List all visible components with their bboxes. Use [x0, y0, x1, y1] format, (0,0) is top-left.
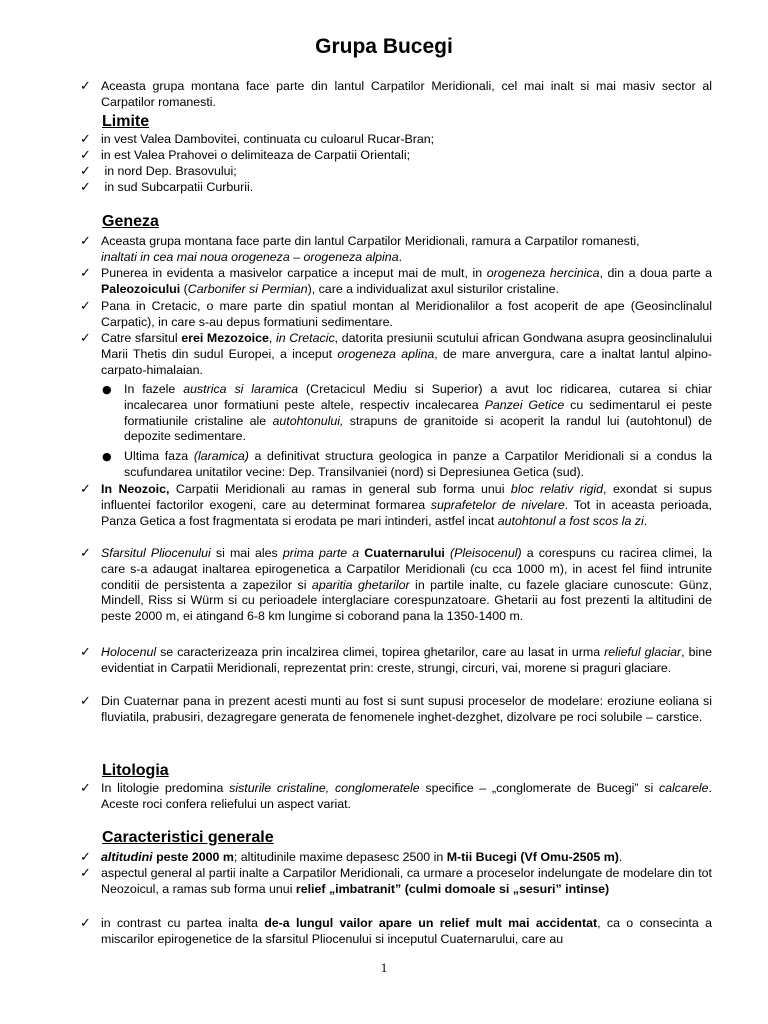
geneza-item	[80, 546, 712, 625]
section-heading-limite: Limite	[102, 113, 150, 130]
geneza-item	[80, 645, 712, 677]
intro-item	[80, 79, 712, 111]
geneza-item-text: Holocenul se caracterizeaza prin incalzirea climei, topirea ghetarilor, care au lasat in urma relieful glaciar, bine evidentiat in Carpatii Meridionali, reprezentat prin: creste, strungi, circuri, vai, morene si praguri glaciare.	[101, 645, 713, 675]
checkmark-icon: ✓	[80, 266, 91, 281]
caracteristici-item	[80, 850, 712, 866]
checkmark-icon: ✓	[80, 164, 91, 179]
checkmark-icon: ✓	[80, 850, 91, 865]
limite-item-text: in vest Valea Dambovitei, continuata cu culoarul Rucar-Bran;	[101, 132, 435, 146]
bullet-icon: ●	[102, 383, 112, 396]
checkmark-icon: ✓	[80, 331, 91, 346]
caracteristici-item-text: aspectul general al partii inalte a Carpatilor Meridionali, ca urmare a proceselor indelungate de modelare din tot Neozoicul, a ramas sub forma unui relief „imbatranit” (culmi domoale si „sesuri” intinse)	[101, 866, 712, 896]
geneza-item-text: Sfarsitul Pliocenului si mai ales prima parte a Cuaternarului (Pleisocenul) a corespuns cu racirea climei, la care s-a adaugat inaltarea epirogenetica a Carpatilor Meridionali (cu cca 1000 m), in acest fel fiind intrunite conditii de persistenta a zapezilor si aparitia ghetarilor in partile inalte, cu fazele glaciare cunoscute: Günz, Mindell, Riss si Würm si cu perioadele interglaciare corespunzatoare. Ghetarii au fost prezenti la altitudini de peste 2000 m, ei atingand 6-8 km lungime si coborand pana la 1350-1400 m.	[101, 546, 712, 624]
checkmark-icon: ✓	[80, 645, 91, 660]
bullet-icon: ●	[102, 450, 112, 463]
geneza-item	[80, 482, 712, 529]
limite-item	[80, 180, 712, 196]
geneza-item-text: In Neozoic, Carpatii Meridionali au ramas in general sub forma unui bloc relativ rigid, exondat si supus influentei factorilor exogeni, care au determinat formarea suprafetelor de nivelare. Tot in aceasta perioada, Panza Getica a fost fragmentata si erodata pe mari intinderi, astfel incat autohtonul a fost scos la zi.	[101, 482, 712, 528]
checkmark-icon: ✓	[80, 482, 91, 497]
checkmark-icon: ✓	[80, 132, 91, 147]
geneza-subitem-text: Ultima faza (laramica) a definitivat structura geologica in panze a Carpatilor Meridionali si a condus la scufundarea unitatilor vecine: Dep. Transilvaniei (nord) si Depresiunea Getica (sud).	[124, 449, 712, 479]
geneza-item	[80, 694, 712, 726]
geneza-subitem	[102, 449, 712, 481]
section-heading-caracteristici: Caracteristici generale	[102, 829, 274, 846]
litologia-item	[80, 781, 712, 813]
checkmark-icon: ✓	[80, 148, 91, 163]
geneza-item-text: Pana in Cretacic, o mare parte din spatiul montan al Meridionalilor a fost acoperit de ape (Geosinclinalul Carpatic), in care s-au depus formatiuni sedimentare.	[101, 299, 712, 329]
checkmark-icon: ✓	[80, 781, 91, 796]
limite-item	[80, 148, 712, 164]
limite-item-text: in est Valea Prahovei o delimiteaza de Carpatii Orientali;	[101, 148, 411, 162]
caracteristici-item	[80, 916, 712, 948]
checkmark-icon: ✓	[80, 916, 91, 931]
geneza-item-text: Punerea in evidenta a masivelor carpatice a inceput mai de mult, in orogeneza hercinica, din a doua parte a Paleozoicului (Carbonifer si Permian), care a individualizat axul sisturilor cristaline.	[101, 266, 713, 296]
geneza-item	[80, 331, 712, 378]
checkmark-icon: ✓	[80, 546, 91, 561]
intro-text: Aceasta grupa montana face parte din lantul Carpatilor Meridionali, cel mai inalt si mai masiv sector al Carpatilor romanesti.	[101, 79, 712, 109]
checkmark-icon: ✓	[80, 234, 91, 249]
geneza-subitem-text: In fazele austrica si laramica (Cretacicul Mediu si Superior) a avut loc ridicarea, cutarea si chiar incalecarea unor formatiuni peste altele, respectiv incalecarea Panzei Getice cu sedimentarul ei peste formatiunile cristaline ale autohtonului, strapuns de granitoide si acoperit la randul lui (autohtonul) de depozite sedimentare.	[124, 382, 713, 444]
caracteristici-item	[80, 866, 712, 898]
geneza-item-text: Catre sfarsitul erei Mezozoice, in Cretacic, datorita presiunii scutului african Gondwana asupra geosinclinalului Marii Thetis din sudul Europei, a inceput orogeneza aplina, de mare anvergura, care a inaltat lantul alpino-carpato-himalaian.	[101, 331, 712, 377]
section-heading-litologia: Litologia	[102, 762, 169, 779]
limite-item-text: in nord Dep. Brasovului;	[101, 164, 237, 178]
checkmark-icon: ✓	[80, 694, 91, 709]
page-number: 1	[380, 960, 388, 975]
geneza-subitem	[102, 382, 712, 445]
caracteristici-item-text: in contrast cu partea inalta de-a lungul vailor apare un relief mult mai accidentat, ca o consecinta a miscarilor epirogenetice de la sfarsitul Pliocenului si inceputul Cuaternarului, care au	[101, 916, 712, 946]
page-title: Grupa Bucegi	[315, 35, 453, 58]
checkmark-icon: ✓	[80, 299, 91, 314]
checkmark-icon: ✓	[80, 79, 91, 94]
limite-item	[80, 164, 712, 180]
caracteristici-item-text: altitudini peste 2000 m; altitudinile maxime depasesc 2500 in M-tii Bucegi (Vf Omu-2505 m).	[101, 850, 623, 864]
geneza-item	[80, 266, 712, 298]
limite-item-text: in sud Subcarpatii Curburii.	[101, 180, 254, 194]
checkmark-icon: ✓	[80, 866, 91, 881]
geneza-item	[80, 299, 712, 331]
geneza-item	[80, 234, 712, 266]
section-heading-geneza: Geneza	[102, 213, 159, 230]
limite-item	[80, 132, 712, 148]
litologia-item-text: In litologie predomina sisturile cristaline, conglomeratele specifice – „conglomerate de Bucegi” si calcarele. Aceste roci confera reliefului un aspect variat.	[101, 781, 712, 811]
checkmark-icon: ✓	[80, 180, 91, 195]
geneza-item-text: Aceasta grupa montana face parte din lantul Carpatilor Meridionali, ramura a Carpatilor romanesti, inaltati in cea mai noua orogeneza – orogeneza alpina.	[101, 234, 640, 264]
geneza-item-text: Din Cuaternar pana in prezent acesti munti au fost si sunt supusi proceselor de modelare: eroziune eoliana si fluviatila, prabusiri, dezagregare generata de fenomenele inghet-dezghet, dizolvare pe roci solubile – carstice.	[101, 694, 712, 724]
